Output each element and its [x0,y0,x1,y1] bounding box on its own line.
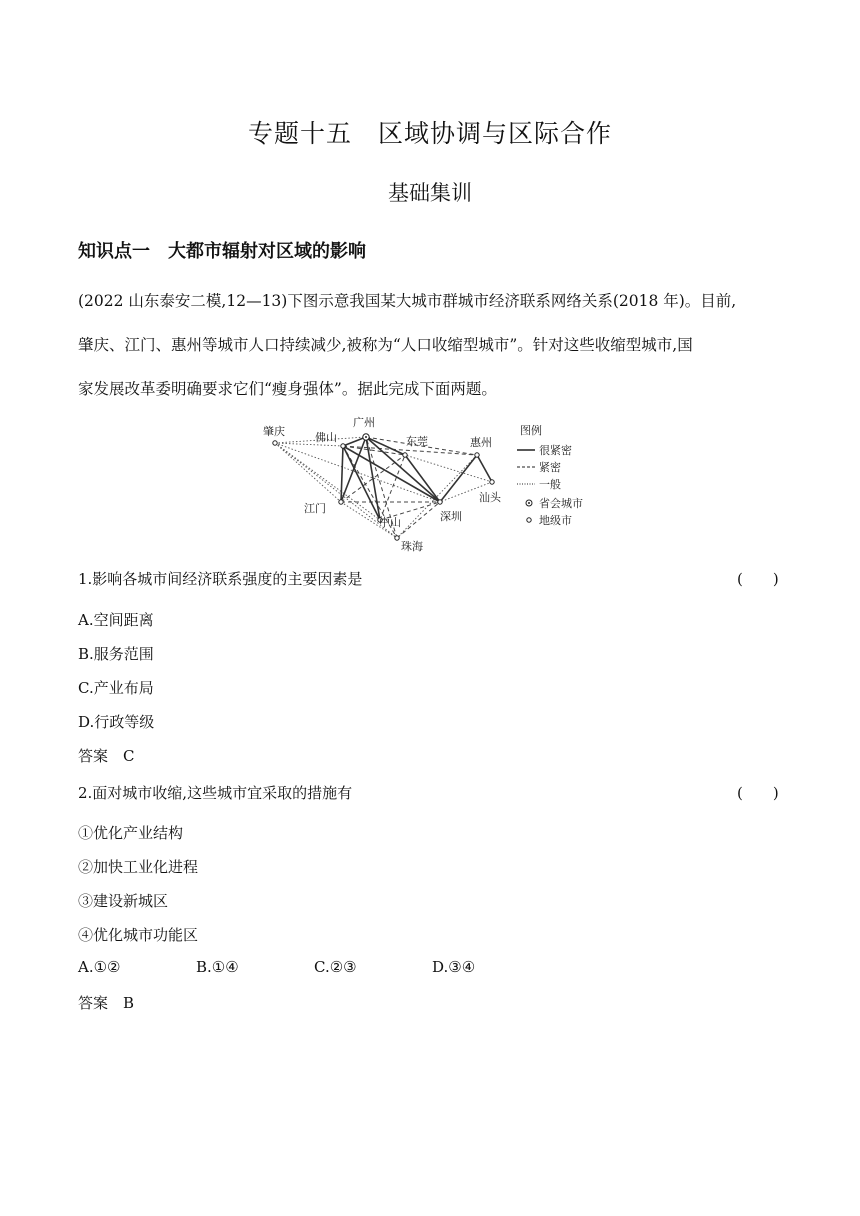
question-1-option-b: B.服务范围 [78,645,154,663]
question-1-stem: 1.影响各城市间经济联系强度的主要因素是 [78,570,363,588]
label-foshan: 佛山 [315,431,337,444]
legend-prefecture-symbol [527,518,531,522]
link-zhaoqing-jiangmen [275,443,341,502]
label-guangzhou: 广州 [353,416,375,429]
label-dongguan: 东莞 [406,435,428,448]
node-zhuhai [395,536,399,540]
node-dongguan [403,453,407,457]
question-2-answer: 答案 B [78,994,135,1012]
question-2-option-a: A.①② [78,958,121,976]
label-zhaoqing: 肇庆 [263,425,285,438]
node-zhaoqing [273,441,277,445]
question-2-item-3: ③建设新城区 [78,892,169,910]
question-1-option-d: D.行政等级 [78,713,155,731]
node-shantou [490,480,494,484]
page-title: 专题十五 区域协调与区际合作 [247,119,612,148]
legend-general: 一般 [539,478,561,491]
section-subtitle: 基础集训 [388,181,472,205]
legend-very-close: 很紧密 [539,444,572,457]
question-1-answer-blank: ( ) [737,570,779,588]
city-network-map [255,410,605,555]
link-zhaoqing-shenzhen [275,443,440,502]
legend-provincial: 省会城市 [539,497,583,510]
question-2-option-d: D.③④ [432,958,476,976]
node-foshan [341,444,345,448]
question-2-item-1: ①优化产业结构 [78,824,184,842]
label-shantou: 汕头 [479,491,501,504]
question-1-option-c: C.产业布局 [78,679,154,697]
link-huizhou-shantou [477,455,492,482]
question-1-answer: 答案 C [78,747,135,765]
question-1-option-a: A.空间距离 [78,611,154,629]
intro-line-1: (2022 山东泰安二模,12—13)下图示意我国某大城市群城市经济联系网络关系(2018 年)。目前, [78,292,737,310]
question-2-option-c: C.②③ [314,958,357,976]
node-shenzhen [438,500,442,504]
label-zhongshan: 中山 [379,516,401,529]
legend-title: 图例 [520,424,542,437]
legend-close: 紧密 [539,461,561,474]
map-legend [517,423,583,527]
intro-line-3: 家发展改革委明确要求它们“瘦身强体”。据此完成下面两题。 [78,380,497,398]
question-2-item-4: ④优化城市功能区 [78,926,199,944]
label-shenzhen: 深圳 [440,510,462,523]
label-jiangmen: 江门 [304,502,326,515]
question-2-stem: 2.面对城市收缩,这些城市宜采取的措施有 [78,784,353,802]
label-zhuhai: 珠海 [401,540,423,553]
link-zhuhai-shenzhen [397,502,440,538]
node-huizhou [475,453,479,457]
label-huizhou: 惠州 [470,436,492,449]
link-huizhou-zhuhai [397,455,477,538]
legend-prefecture: 地级市 [539,514,572,527]
legend-provincial-dot [528,502,530,504]
node-guangzhou-dot [365,436,367,438]
link-dongguan-shenzhen [405,455,440,502]
link-zhaoqing-zhongshan [275,443,380,520]
intro-line-2: 肇庆、江门、惠州等城市人口持续减少,被称为“人口收缩型城市”。针对这些收缩型城市,国 [78,336,693,354]
knowledge-point-heading: 知识点一 大都市辐射对区域的影响 [78,241,366,262]
question-2-option-b: B.①④ [196,958,239,976]
question-2-answer-blank: ( ) [737,784,779,802]
node-jiangmen [339,500,343,504]
link-foshan-jiangmen [341,446,343,502]
question-2-item-2: ②加快工业化进程 [78,858,199,876]
